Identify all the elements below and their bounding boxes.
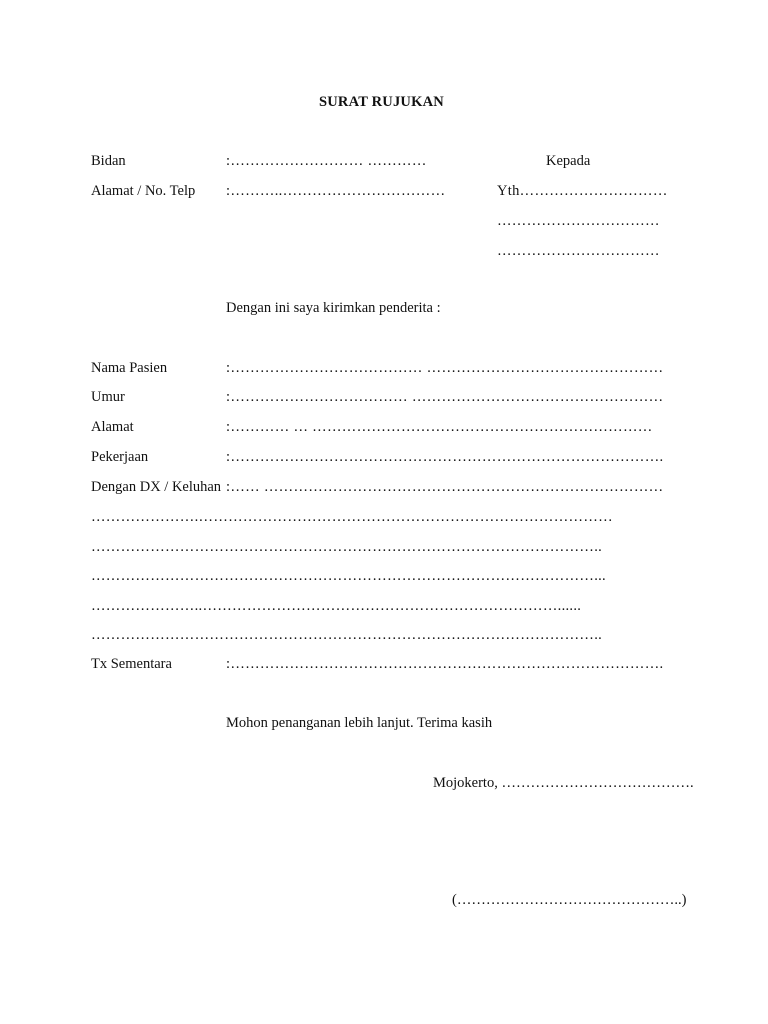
pekerjaan-value: :…………………………………………………………………………….: [226, 449, 664, 465]
yth-line-2: ……………………………: [497, 213, 660, 229]
yth-line: Yth…………………………: [497, 183, 668, 199]
umur-value: :……………………………… ……………………………………………: [226, 389, 664, 405]
signature-line: (………………………………………..): [452, 892, 687, 908]
page-title: SURAT RUJUKAN: [319, 94, 444, 110]
dx-line-6: …………………………………………………………………………………………..: [91, 627, 603, 643]
dx-line-5: …………………..………………………………………………………………......: [91, 598, 582, 614]
dx-keluhan-value: :…… ………………………………………………………………………: [226, 479, 664, 495]
alamat-telp-value: :………..……………………………: [226, 183, 446, 199]
intro-text: Dengan ini saya kirimkan penderita :: [226, 300, 441, 316]
pekerjaan-label: Pekerjaan: [91, 449, 149, 465]
yth-line-3: ……………………………: [497, 243, 660, 259]
tx-sementara-label: Tx Sementara: [91, 656, 172, 672]
bidan-label: Bidan: [91, 153, 126, 169]
nama-pasien-value: :………………………………… …………………………………………: [226, 360, 664, 376]
umur-label: Umur: [91, 389, 125, 405]
nama-pasien-label: Nama Pasien: [91, 360, 168, 376]
dx-line-4: …………………………………………………………………………………………...: [91, 568, 606, 584]
alamat-telp-label: Alamat / No. Telp: [91, 183, 196, 199]
kepada-label: Kepada: [546, 153, 591, 169]
dx-line-2: ………………….…………………………………………………………………………: [91, 509, 613, 525]
closing-text: Mohon penanganan lebih lanjut. Terima kasih: [226, 715, 493, 731]
tx-sementara-value: :…………………………………………………………………………….: [226, 656, 664, 672]
alamat-label: Alamat: [91, 419, 134, 435]
dx-keluhan-label: Dengan DX / Keluhan: [91, 479, 222, 495]
dx-line-3: …………………………………………………………………………………………..: [91, 539, 603, 555]
alamat-value: :………… … ……………………………………………………………: [226, 419, 653, 435]
bidan-value: :……………………… …………: [226, 153, 427, 169]
place-date: Mojokerto, ………………………………….: [433, 775, 694, 791]
